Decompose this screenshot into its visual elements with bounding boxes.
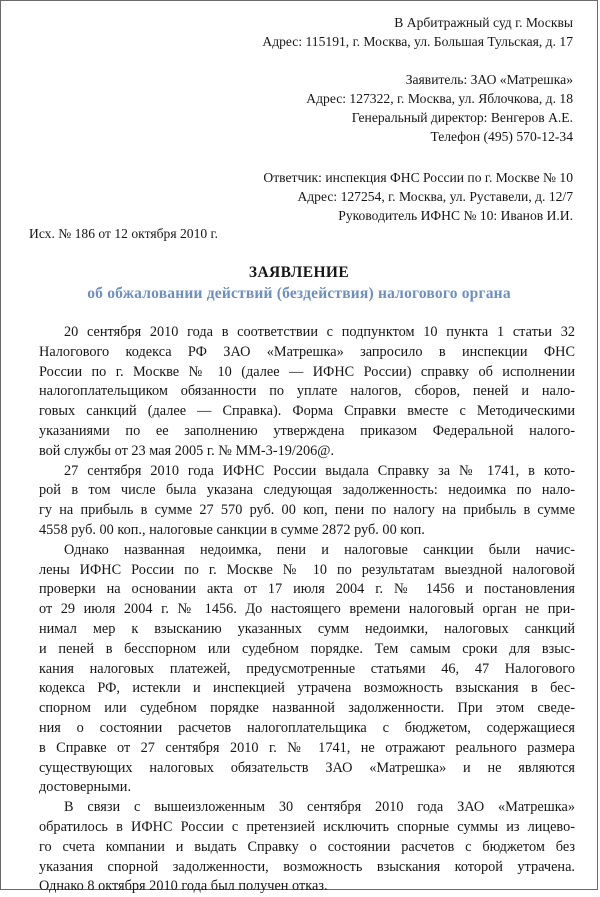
paragraph-line: указания спорной задолженности, возможность взыскания которой утрачена. <box>39 858 575 875</box>
paragraph-line: го счета компании и выдать Справку о состоянии расчетов с бюджетом без <box>39 838 575 855</box>
paragraph-line: 27 сентября 2010 года ИФНС России выдала Справку за № 1741, в кото- <box>64 462 575 479</box>
paragraph-line: спорном или судебном порядке названной задолженности. При этом сведе- <box>39 700 575 717</box>
respondent-head: Руководитель ИФНС № 10: Иванов И.И. <box>338 208 573 223</box>
paragraph-line: существующих налоговых обязательств ЗАО «Матрешка» и не являются <box>39 759 575 776</box>
applicant-director: Генеральный директор: Венгеров А.Е. <box>351 110 573 125</box>
applicant-phone: Телефон (495) 570-12-34 <box>430 129 573 144</box>
paragraph-line: Однако названная недоимка, пени и налоговые санкции были начис- <box>64 541 575 558</box>
document-body <box>39 323 575 897</box>
paragraph-line: кания налоговых платежей, предусмотренные статьями 46, 47 Налогового <box>39 660 575 677</box>
respondent-block <box>263 168 573 225</box>
court-name: В Арбитражный суд г. Москвы <box>394 15 573 30</box>
paragraph-line: указаниями по ее заполнению утверждена приказом Федеральной налого- <box>39 422 575 439</box>
applicant-address: Адрес: 127322, г. Москва, ул. Яблочкова, д. 18 <box>306 91 573 106</box>
paragraph-line: от 29 июля 2004 г. № 1456. До настоящего времени налоговый орган не при- <box>39 601 575 618</box>
paragraph-line: 4558 руб. 00 коп., налоговые санкции в сумме 2872 руб. 00 коп. <box>39 521 425 538</box>
paragraph-line: обратилось в ИФНС России с претензией исключить спорные суммы из лицево- <box>39 818 575 835</box>
paragraph-line: ния о состоянии расчетов налогоплательщика с бюджетом, содержащиеся <box>39 719 575 736</box>
paragraph-line: Налогового кодекса РФ ЗАО «Матрешка» запросило в инспекции ФНС <box>39 343 575 360</box>
paragraph-line: России по г. Москве № 10 (далее — ИФНС России) справку об исполнении <box>39 363 575 380</box>
document-subtitle: об обжаловании действий (бездействия) налогового органа <box>87 285 511 302</box>
body-paragraph <box>39 462 575 541</box>
addressee-block <box>262 13 573 51</box>
paragraph-line: вой службы от 23 мая 2005 г. № ММ-3-19/206@. <box>39 442 335 459</box>
body-paragraph <box>39 323 575 462</box>
respondent-name: Ответчик: инспекция ФНС России по г. Москве № 10 <box>263 170 573 185</box>
body-paragraph <box>39 541 575 798</box>
court-address: Адрес: 115191, г. Москва, ул. Большая Тульская, д. 17 <box>262 34 573 49</box>
paragraph-line: налогоплательщиком обязанности по уплате налогов, сборов, пеней и нало- <box>39 383 575 400</box>
paragraph-line: лены ИФНС России по г. Москве № 10 по результатам выездной налоговой <box>39 561 575 578</box>
paragraph-line: рой в том числе была указана следующая задолженность: недоимка по нало- <box>39 482 575 499</box>
paragraph-line: и пеней в бесспорном или судебном порядке. Тем самым сроки для взыс- <box>39 640 575 657</box>
applicant-name: Заявитель: ЗАО «Матрешка» <box>405 72 573 87</box>
outgoing-number: Исх. № 186 от 12 октября 2010 г. <box>29 226 218 241</box>
document-title: ЗАЯВЛЕНИЕ <box>248 264 350 281</box>
respondent-address: Адрес: 127254, г. Москва, ул. Руставели, д. 12/7 <box>297 189 573 204</box>
paragraph-line: говых санкций (далее — Справка). Форма Справки вместе с Методическими <box>39 403 575 420</box>
paragraph-line: в Справке от 27 сентября 2010 г. № 1741, не отражают реального размера <box>39 739 575 756</box>
paragraph-line: Однако 8 октября 2010 года был получен отказ. <box>39 878 328 895</box>
paragraph-line: 20 сентября 2010 года в соответствии с подпунктом 10 пункта 1 статьи 32 <box>64 324 575 340</box>
paragraph-line: В связи с вышеизложенным 30 сентября 2010 года ЗАО «Матрешка» <box>64 799 575 816</box>
paragraph-line: гу на прибыль в сумме 27 570 руб. 00 коп, пени по налогу на прибыль в сумме <box>39 502 575 519</box>
paragraph-line: достоверными. <box>39 779 132 796</box>
paragraph-line: проверки на основании акта от 17 июля 2004 г. № 1456 и постановления <box>39 581 575 598</box>
body-paragraph <box>39 798 575 897</box>
paragraph-line: нимал мер к взысканию указанных сумм недоимки, налоговых санкций <box>39 620 575 637</box>
paragraph-line: кодекса РФ, истекли и инспекцией утрачена возможность взыскания в бес- <box>39 680 575 697</box>
applicant-block <box>306 70 573 146</box>
